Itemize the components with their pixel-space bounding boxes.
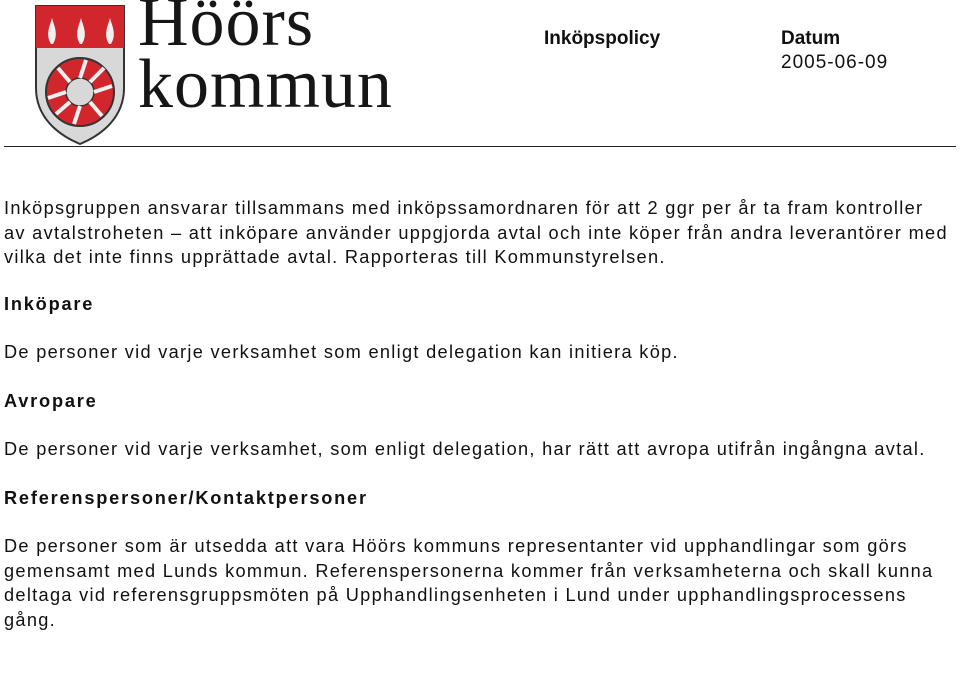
document-body [4, 196, 949, 632]
municipality-logo [0, 0, 420, 148]
section-text-referenspersoner: De personer som är utsedda att vara Höörs kommuns representanter vid upphandlingar som görs gemensamt med Lunds kommun. Referenspersonerna kommer från verksamheterna och skall kunna deltaga vid referensgruppsmöten på Upphandlingsenheten i Lund under upphandlingsprocessens gång. [4, 536, 934, 630]
section-heading-inkopare: Inköpare [4, 293, 95, 314]
section-heading-avropare: Avropare [4, 390, 98, 411]
coat-of-arms-icon [34, 4, 126, 146]
date-label: Datum [781, 28, 841, 49]
document-title: Inköpspolicy [544, 28, 661, 49]
section-text-avropare: De personer vid varje verksamhet, som enligt delegation, har rätt att avropa utifrån ingångna avtal. [4, 439, 926, 459]
section-heading-referenspersoner: Referenspersoner/Kontaktpersoner [4, 487, 368, 508]
intro-paragraph: Inköpsgruppen ansvarar tillsammans med inköpssamordnaren för att 2 ggr per år ta fram kontroller av avtalstroheten – att inköpare använder uppgjorda avtal och inte köper från andra leverantörer med vilka det inte finns upprättade avtal. Rapporteras till Kommunstyrelsen. [4, 198, 948, 267]
section-text-inkopare: De personer vid varje verksamhet som enligt delegation kan initiera köp. [4, 342, 679, 362]
date-value: 2005-06-09 [781, 52, 889, 73]
logo-line-2: kommun [138, 46, 393, 123]
logo-wordmark [138, 0, 393, 123]
header-divider [4, 146, 956, 147]
logo-line-1: Höörs [138, 0, 315, 61]
